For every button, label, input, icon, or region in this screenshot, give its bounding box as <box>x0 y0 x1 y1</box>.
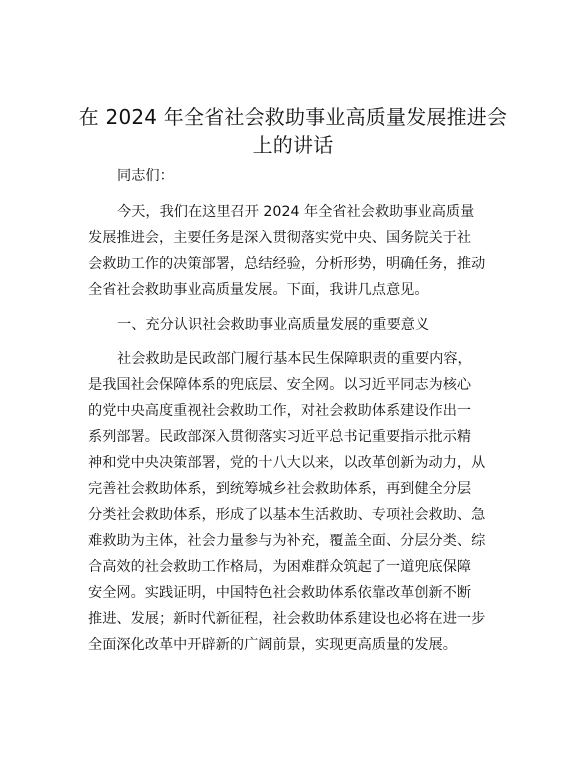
paragraph-2-line: 系列部署。民政部深入贯彻落实习近平总书记重要指示批示精 <box>88 429 472 445</box>
paragraph-1-line: 发展推进会，主要任务是深入贯彻落实党中央、国务院关于社 <box>88 230 472 246</box>
paragraph-2-line: 分类社会救助体系，形成了以基本生活救助、专项社会救助、急 <box>88 507 486 523</box>
document-title-line-2: 上的讲话 <box>252 133 334 157</box>
paragraph-2-line: 完善社会救助体系，到统筹城乡社会救助体系，再到健全分层 <box>88 481 472 497</box>
document-title-line-1: 在 2024 年全省社会救助事业高质量发展推进会 <box>78 105 508 129</box>
paragraph-2-line: 难救助为主体，社会力量参与为补充，覆盖全面、分层分类、综 <box>88 533 486 549</box>
paragraph-2-line: 安全网。实践证明，中国特色社会救助体系依靠改革创新不断 <box>88 585 472 601</box>
paragraph-1-line: 今天，我们在这里召开 2024 年全省社会救助事业高质量 <box>117 204 475 220</box>
salutation: 同志们： <box>117 168 174 184</box>
paragraph-2-line: 推进、发展；新时代新征程，社会救助体系建设也必将在进一步 <box>88 611 486 627</box>
paragraph-2-line: 的党中央高度重视社会救助工作，对社会救助体系建设作出一 <box>88 403 472 419</box>
paragraph-2-line: 合高效的社会救助工作格局，为困难群众筑起了一道兜底保障 <box>88 559 472 575</box>
paragraph-2-line: 社会救助是民政部门履行基本民生保障职责的重要内容， <box>117 351 472 367</box>
paragraph-2-line: 神和党中央决策部署，党的十八大以来，以改革创新为动力，从 <box>88 455 486 471</box>
paragraph-2-line: 是我国社会保障体系的兜底层、安全网。以习近平同志为核心 <box>88 377 472 393</box>
paragraph-1-line: 全省社会救助事业高质量发展。下面，我讲几点意见。 <box>88 282 429 298</box>
paragraph-1-line: 会救助工作的决策部署，总结经验，分析形势，明确任务，推动 <box>88 256 486 272</box>
section-heading: 一、充分认识社会救助事业高质量发展的重要意义 <box>117 317 430 333</box>
paragraph-2-line: 全面深化改革中开辟新的广阔前景，实现更高质量的发展。 <box>88 637 457 653</box>
